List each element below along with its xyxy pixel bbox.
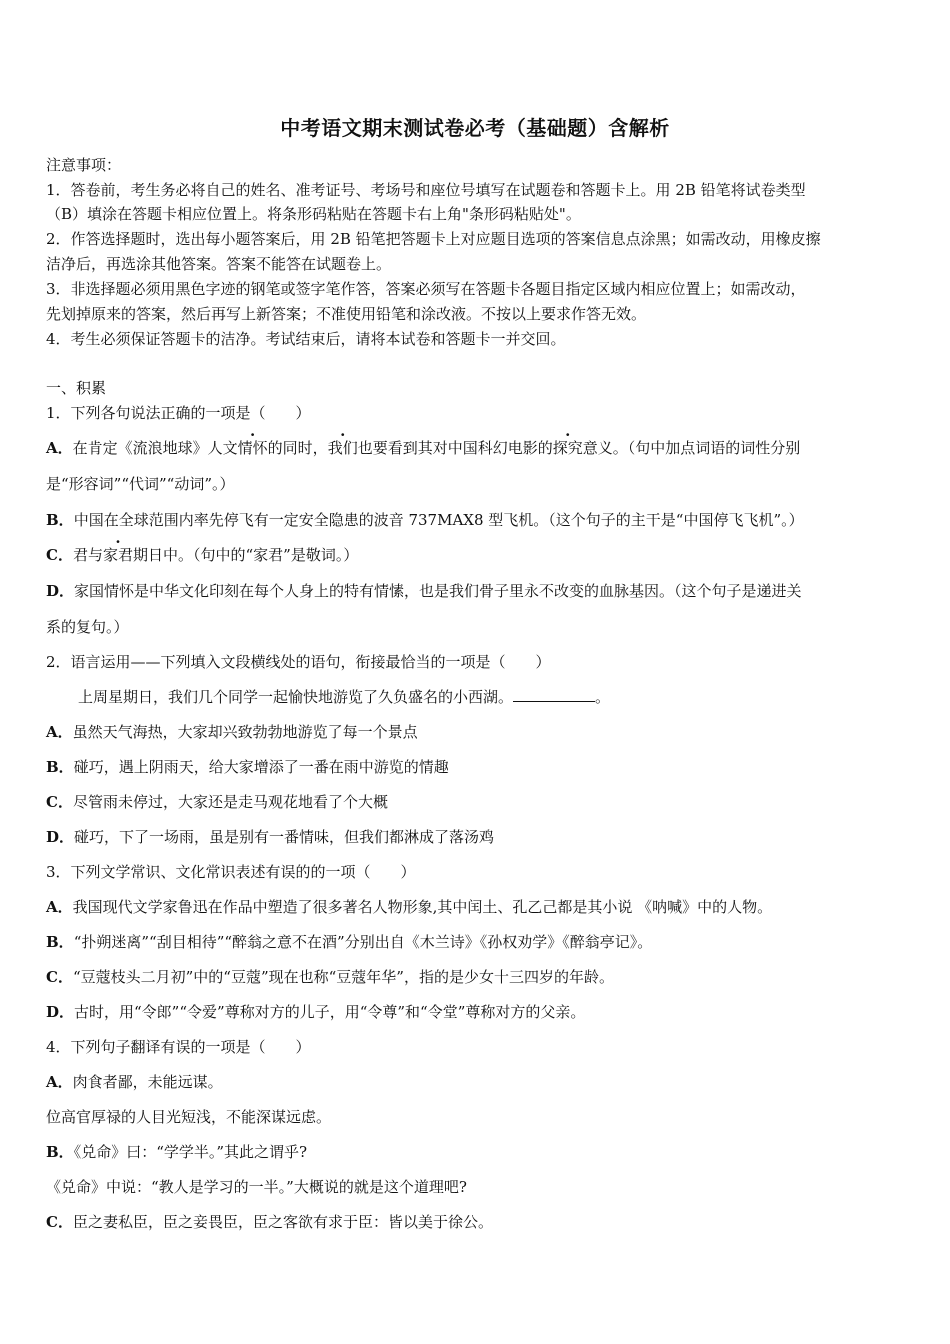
option-text: 尽管雨未停过，大家还是走马观花地看了个大概 (72, 793, 388, 811)
dotted-word: 家君 (102, 546, 133, 564)
option-label: B． (46, 511, 74, 529)
option-text: 在肯定《流浪地球》人文 (72, 439, 238, 457)
option-label: B． (46, 758, 74, 776)
question-3-option-d (46, 1001, 585, 1023)
question-2-option-c (46, 791, 388, 813)
dotted-word: 情怀 (237, 439, 268, 457)
option-label: D． (46, 582, 75, 600)
passage-end: 。 (595, 688, 611, 706)
option-text: 碰巧，遇上阴雨天，给大家增添了一番在雨中游览的情趣 (73, 758, 449, 776)
option-label: A． (46, 898, 73, 916)
option-text: 臣之妻私臣，臣之妾畏臣，臣之客欲有求于臣：皆以美于徐公。 (72, 1213, 493, 1231)
option-label: C． (46, 793, 73, 811)
dotted-word: 探究 (552, 439, 583, 457)
option-text: 古时，用“令郎”“令爱”尊称对方的儿子，用“令尊”和“令堂”尊称对方的父亲。 (74, 1003, 586, 1021)
option-label: A． (46, 723, 73, 741)
option-text: 肉食者鄙，未能远谋。 (72, 1073, 223, 1091)
notice-item-2-cont: 洁净后，再选涂其他答案。答案不能答在试题卷上。 (46, 255, 392, 273)
question-1-option-a (46, 437, 800, 459)
option-text: 意义。（句中加点词语的词性分别 (582, 439, 801, 457)
question-4-option-c (46, 1211, 493, 1233)
question-2-option-b (46, 756, 449, 778)
option-label: C． (46, 968, 73, 986)
question-1-stem: 1．下列各句说法正确的一项是（ ） (46, 404, 311, 422)
notice-item-3-cont: 先划掉原来的答案，然后再写上新答案；不准使用铅笔和涂改液。不按以上要求作答无效。 (46, 305, 647, 323)
question-4-option-b (46, 1141, 307, 1163)
question-2-stem: 2．语言运用——下列填入文段横线处的语句，衔接最恰当的一项是（ ） (46, 653, 551, 671)
dotted-word: 我们 (327, 439, 358, 457)
option-label: A． (46, 1073, 73, 1091)
section-heading: 一、积累 (46, 379, 107, 397)
question-4-stem: 4．下列句子翻译有误的一项是（ ） (46, 1038, 311, 1056)
option-text: “扑朔迷离”“刮目相待”“醉翁之意不在酒”分别出自《木兰诗》《孙权劝学》《醉翁亭记》。 (73, 933, 653, 951)
question-3-stem: 3．下列文学常识、文化常识表述有误的的一项（ ） (46, 863, 416, 881)
answer-blank (513, 686, 595, 702)
option-text: 也要看到其对中国科幻电影的 (357, 439, 553, 457)
option-text: 碰巧，下了一场雨，虽是别有一番情味，但我们都淋成了落汤鸡 (74, 828, 495, 846)
option-text: 中国在全球范围内率先停飞有一定安全隐患的波音 737MAX8 型飞机。（这个句子的主干是“中国停飞飞机”。） (73, 511, 804, 529)
option-label: B． (46, 933, 74, 951)
option-label: D． (46, 828, 75, 846)
notice-heading: 注意事项： (46, 156, 122, 174)
option-text: “豆蔻枝头二月初”中的“豆蔻”现在也称“豆蔻年华”，指的是少女十三四岁的年龄。 (72, 968, 614, 986)
passage-text: 上周星期日，我们几个同学一起愉快地游览了久负盛名的小西湖。 (78, 688, 514, 706)
question-1-option-b (46, 509, 804, 531)
question-2-option-a (46, 721, 418, 743)
notice-item-4: 4．考生必须保证答题卡的洁净。考试结束后，请将本试卷和答题卡一并交回。 (46, 330, 566, 348)
option-text: 期日中。（句中的“家君”是敬词。） (132, 546, 359, 564)
notice-item-2: 2．作答选择题时，选出每小题答案后，用 2B 铅笔把答题卡上对应题目选项的答案信息点涂黑；如需改动，用橡皮擦 (46, 230, 821, 248)
option-label: D． (46, 1003, 75, 1021)
option-label: A． (46, 439, 73, 457)
notice-item-1-cont: （B）填涂在答题卡相应位置上。将条形码粘贴在答题卡右上角"条形码粘贴处"。 (46, 205, 581, 223)
option-text: 我国现代文学家鲁迅在作品中塑造了很多著名人物形象,其中闰土、孔乙己都是其小说 《呐喊》中的人物。 (72, 898, 773, 916)
option-text: 君与 (72, 546, 103, 564)
option-label: C． (46, 546, 73, 564)
question-1-option-a-cont: 是“形容词”“代词”“动词”。） (46, 475, 235, 493)
page-title: 中考语文期末测试卷必考（基础题）含解析 (280, 116, 670, 140)
option-text: 虽然天气海热，大家却兴致勃勃地游览了每一个景点 (72, 723, 418, 741)
question-2-passage (78, 686, 610, 708)
option-text: 的同时， (267, 439, 328, 457)
question-3-option-a (46, 896, 772, 918)
question-3-option-b (46, 931, 652, 953)
question-2-option-d (46, 826, 494, 848)
question-3-option-c (46, 966, 614, 988)
question-1-option-d-cont: 系的复句。） (46, 618, 129, 636)
question-1-option-c (46, 544, 358, 566)
option-label: B． (46, 1143, 74, 1161)
question-4-option-b-translation: 《兑命》中说：“教人是学习的一半。”大概说的就是这个道理吧? (46, 1178, 467, 1196)
option-text: 家国情怀是中华文化印刻在每个人身上的特有情愫，也是我们骨子里永不改变的血脉基因。（这个句子是递进关 (74, 582, 802, 600)
question-4-option-a-translation: 位高官厚禄的人目光短浅，不能深谋远虑。 (46, 1108, 332, 1126)
notice-item-3: 3．非选择题必须用黑色字迹的钢笔或签字笔作答，答案必须写在答题卡各题目指定区域内相应位置上；如需改动， (46, 280, 806, 298)
question-4-option-a (46, 1071, 223, 1093)
notice-item-1: 1．答卷前，考生务必将自己的姓名、准考证号、考场号和座位号填写在试题卷和答题卡上。用 2B 铅笔将试卷类型 (46, 181, 806, 199)
question-1-option-d (46, 580, 802, 602)
option-label: C． (46, 1213, 73, 1231)
option-text: 《兑命》曰：“学学半。”其此之谓乎? (73, 1143, 308, 1161)
